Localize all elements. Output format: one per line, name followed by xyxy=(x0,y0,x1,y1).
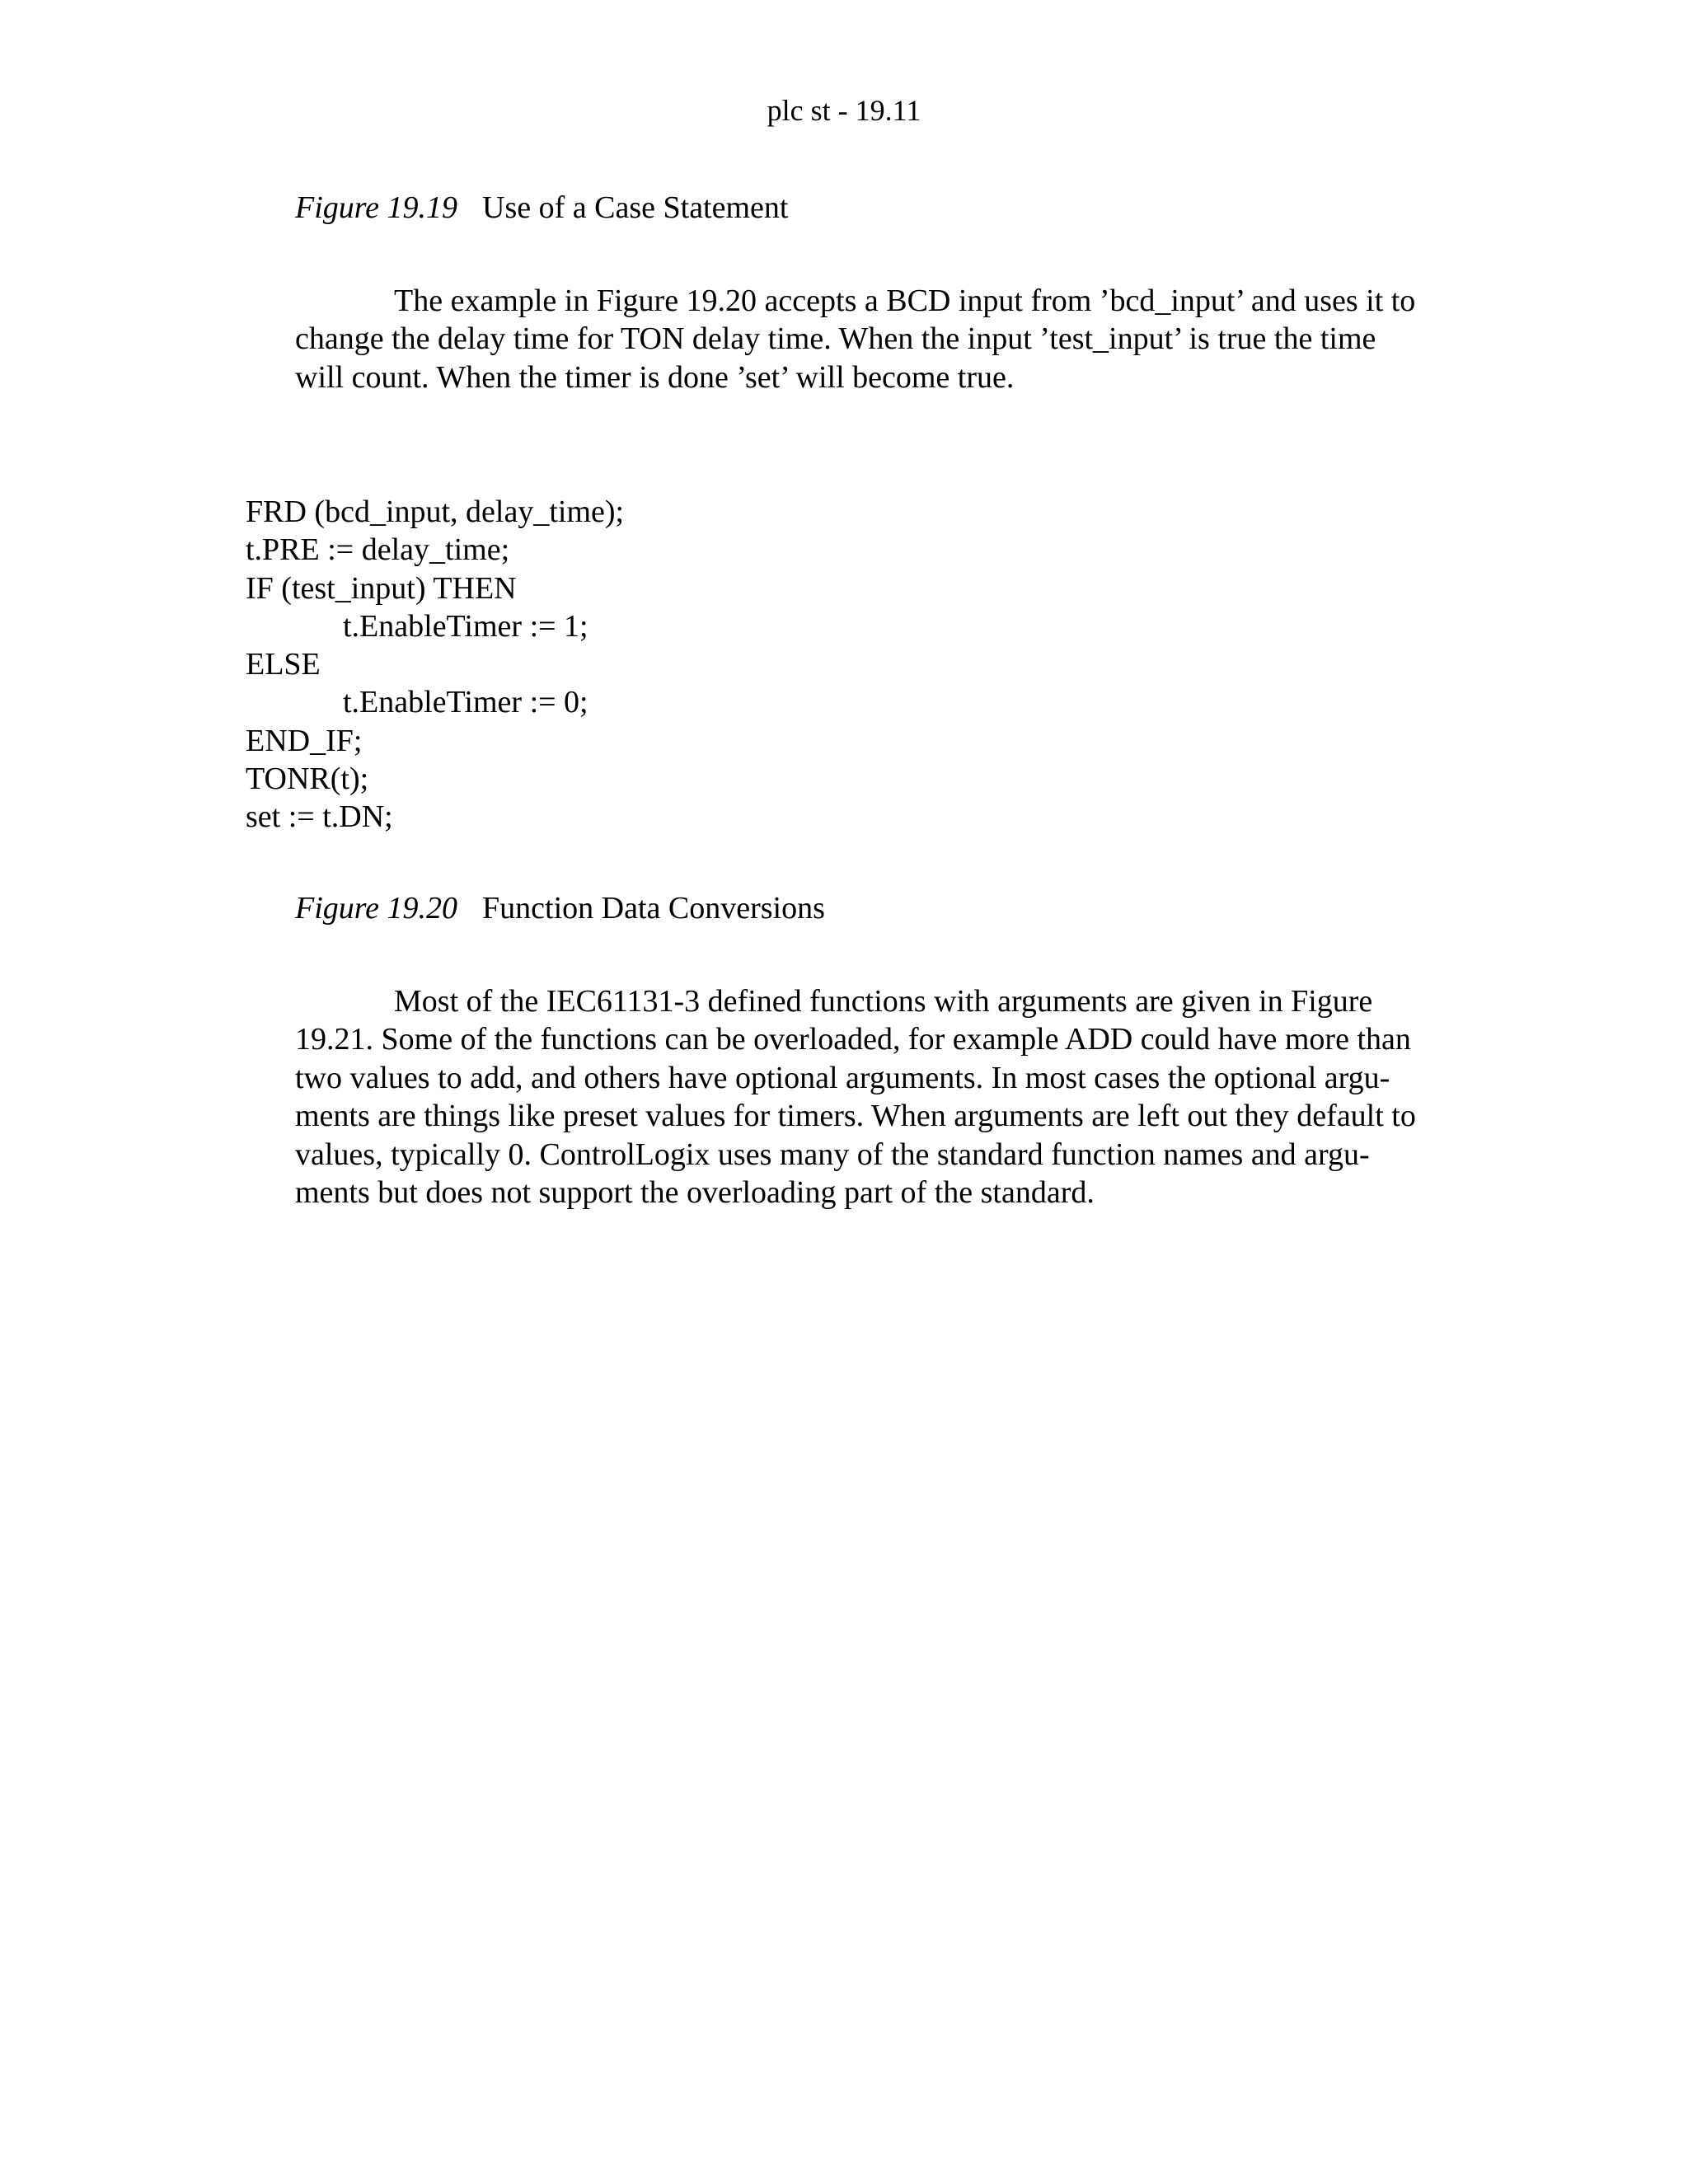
code-line: t.PRE := delay_time; xyxy=(246,532,510,568)
paragraph-line: The example in Figure 19.20 accepts a BCD input from ’bcd_input’ and uses it to xyxy=(394,284,1416,318)
paragraph-line: Most of the IEC61131-3 defined functions with arguments are given in Figure xyxy=(394,984,1373,1019)
figure-title: Function Data Conversions xyxy=(482,891,825,926)
figure-caption xyxy=(295,888,825,928)
code-line: t.EnableTimer := 0; xyxy=(343,685,588,720)
figure-title: Use of a Case Statement xyxy=(482,190,789,225)
paragraph-line: ments are things like preset values for timers. When arguments are left out they default to xyxy=(295,1099,1416,1134)
figure-label: Figure 19.20 xyxy=(295,891,458,926)
paragraph-line: two values to add, and others have optional arguments. In most cases the optional argu- xyxy=(295,1060,1390,1095)
body-paragraph xyxy=(295,282,1415,396)
code-line: IF (test_input) THEN xyxy=(246,570,517,606)
paragraph-line: change the delay time for TON delay time. When the input ’test_input’ is true the time xyxy=(295,321,1376,357)
code-line: FRD (bcd_input, delay_time); xyxy=(246,494,625,529)
paragraph-line: 19.21. Some of the functions can be overloaded, for example ADD could have more than xyxy=(295,1022,1411,1057)
paragraph-line: ments but does not support the overloading part of the standard. xyxy=(295,1174,1095,1210)
paragraph-line: will count. When the timer is done ’set’ will become true. xyxy=(295,359,1015,395)
code-line: ELSE xyxy=(246,647,321,682)
body-paragraph xyxy=(295,982,1416,1212)
figure-label: Figure 19.19 xyxy=(295,190,458,225)
code-line: TONR(t); xyxy=(246,762,369,797)
code-line: t.EnableTimer := 1; xyxy=(343,608,588,644)
code-listing xyxy=(246,493,624,837)
code-line: set := t.DN; xyxy=(246,799,393,835)
page-header: plc st - 19.11 xyxy=(767,94,921,127)
paragraph-line: values, typically 0. ControlLogix uses many of the standard function names and argu- xyxy=(295,1137,1370,1172)
figure-caption xyxy=(295,188,788,227)
code-line: END_IF; xyxy=(246,723,363,758)
